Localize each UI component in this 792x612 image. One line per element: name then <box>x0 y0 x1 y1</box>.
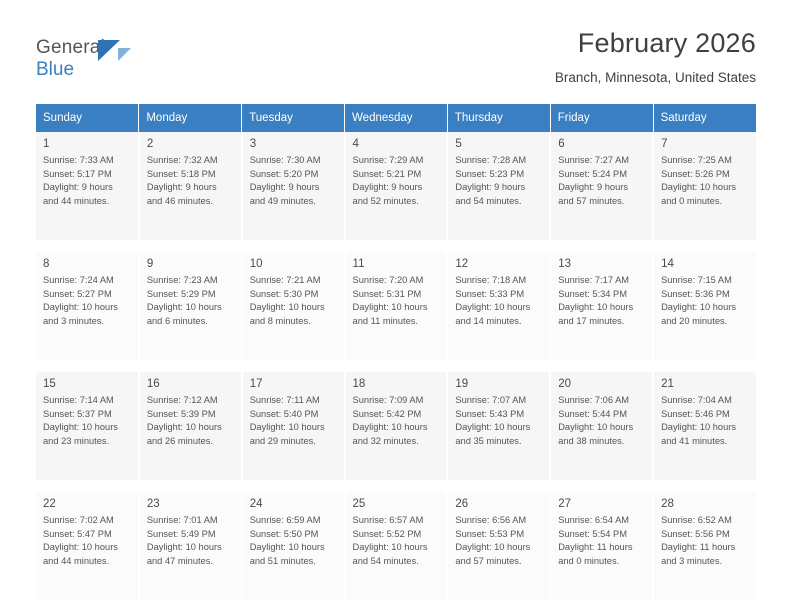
day-number: 15 <box>43 378 56 390</box>
sunrise-text: Sunrise: 7:06 AM <box>558 395 630 405</box>
sunset-text: Sunset: 5:21 PM <box>352 168 422 179</box>
daylight-text-line1: Daylight: 10 hours <box>661 422 736 432</box>
day-cell[interactable] <box>36 372 139 481</box>
day-cell[interactable] <box>447 492 550 601</box>
day-cell[interactable] <box>36 252 139 361</box>
sunrise-text: Sunrise: 6:54 AM <box>558 515 630 525</box>
day-number: 9 <box>146 258 154 270</box>
weekday-header-sunday: Sunday <box>36 104 139 132</box>
day-cell[interactable] <box>447 372 550 481</box>
logo-text-blue: Blue <box>36 59 75 80</box>
day-number: 21 <box>661 378 674 390</box>
sunrise-text: Sunrise: 7:12 AM <box>146 395 218 405</box>
sunset-text: Sunset: 5:36 PM <box>661 288 730 299</box>
sunset-text: Sunset: 5:29 PM <box>146 288 216 299</box>
day-info <box>654 274 756 328</box>
day-number: 25 <box>352 498 366 510</box>
day-number: 11 <box>352 258 365 270</box>
week-spacer <box>36 361 756 372</box>
daylight-text-line1: Daylight: 10 hours <box>146 302 222 312</box>
sunset-text: Sunset: 5:42 PM <box>352 408 422 419</box>
day-cell[interactable] <box>653 492 756 601</box>
day-cell[interactable] <box>242 132 345 241</box>
daylight-text-line2: and 52 minutes. <box>352 195 419 206</box>
day-info <box>448 514 549 568</box>
calendar-week-row <box>36 252 756 361</box>
sunset-text: Sunset: 5:26 PM <box>661 168 730 179</box>
day-info <box>140 154 241 208</box>
day-info <box>36 394 138 448</box>
sunrise-text: Sunrise: 7:15 AM <box>661 275 732 285</box>
weekday-header-tuesday: Tuesday <box>242 104 345 132</box>
day-cell[interactable] <box>36 492 139 601</box>
daylight-text-line2: and 3 minutes. <box>43 315 104 326</box>
day-cell[interactable] <box>447 252 550 361</box>
daylight-text-line1: Daylight: 11 hours <box>558 542 633 552</box>
day-number: 8 <box>43 258 50 270</box>
day-number: 7 <box>661 138 668 150</box>
day-number: 3 <box>249 138 257 150</box>
sunrise-text: Sunrise: 7:24 AM <box>43 275 114 285</box>
day-info <box>243 274 344 328</box>
sunset-text: Sunset: 5:53 PM <box>455 528 525 539</box>
logo-text-general: General <box>36 37 105 58</box>
day-number: 6 <box>558 138 565 150</box>
day-number: 13 <box>558 258 572 270</box>
daylight-text-line2: and 44 minutes. <box>43 195 110 206</box>
day-info <box>140 514 241 568</box>
sunrise-text: Sunrise: 7:04 AM <box>661 395 732 405</box>
sunset-text: Sunset: 5:30 PM <box>249 288 319 299</box>
daylight-text-line1: Daylight: 10 hours <box>352 542 428 552</box>
day-info <box>448 394 549 448</box>
daylight-text-line2: and 23 minutes. <box>43 435 110 446</box>
sunrise-text: Sunrise: 7:07 AM <box>455 395 527 405</box>
day-number: 26 <box>455 498 469 510</box>
daylight-text-line2: and 47 minutes. <box>146 555 213 566</box>
day-number: 18 <box>352 378 366 390</box>
calendar-week-row <box>36 492 756 601</box>
daylight-text-line2: and 29 minutes. <box>249 435 316 446</box>
sunrise-text: Sunrise: 7:02 AM <box>43 515 114 525</box>
day-cell[interactable] <box>345 372 448 481</box>
daylight-text-line2: and 20 minutes. <box>661 315 728 326</box>
daylight-text-line2: and 41 minutes. <box>661 435 728 446</box>
week-spacer <box>36 481 756 492</box>
daylight-text-line2: and 17 minutes. <box>558 315 625 326</box>
sunset-text: Sunset: 5:18 PM <box>146 168 216 179</box>
sunrise-text: Sunrise: 6:56 AM <box>455 515 527 525</box>
daylight-text-line2: and 32 minutes. <box>352 435 419 446</box>
location-subtitle: Branch, Minnesota, United States <box>554 70 756 85</box>
daylight-text-line1: Daylight: 10 hours <box>558 422 634 432</box>
sunset-text: Sunset: 5:17 PM <box>43 168 112 179</box>
sunrise-text: Sunrise: 7:30 AM <box>249 155 321 165</box>
sunrise-text: Sunrise: 7:21 AM <box>249 275 321 285</box>
sunrise-text: Sunrise: 7:14 AM <box>43 395 114 405</box>
daylight-text-line1: Daylight: 9 hours <box>455 182 526 192</box>
weekday-header-thursday: Thursday <box>447 104 550 132</box>
daylight-text-line1: Daylight: 10 hours <box>249 302 325 312</box>
sunrise-text: Sunrise: 7:01 AM <box>146 515 218 525</box>
weekday-header-wednesday: Wednesday <box>345 104 448 132</box>
day-number: 22 <box>43 498 56 510</box>
sunset-text: Sunset: 5:50 PM <box>249 528 319 539</box>
sunset-text: Sunset: 5:34 PM <box>558 288 627 299</box>
sunset-text: Sunset: 5:54 PM <box>558 528 627 539</box>
daylight-text-line2: and 38 minutes. <box>558 435 625 446</box>
weekday-header-friday: Friday <box>550 104 653 132</box>
day-number: 10 <box>249 258 263 270</box>
day-info <box>346 394 447 448</box>
daylight-text-line1: Daylight: 10 hours <box>43 542 118 552</box>
daylight-text-line1: Daylight: 10 hours <box>455 422 531 432</box>
week-spacer <box>36 241 756 252</box>
day-number: 20 <box>558 378 572 390</box>
daylight-text-line2: and 35 minutes. <box>455 435 522 446</box>
day-info <box>243 154 344 208</box>
day-cell[interactable] <box>139 372 242 481</box>
sunset-text: Sunset: 5:20 PM <box>249 168 319 179</box>
day-info <box>243 514 344 568</box>
daylight-text-line2: and 49 minutes. <box>249 195 316 206</box>
sunrise-text: Sunrise: 7:11 AM <box>249 395 320 405</box>
daylight-text-line2: and 26 minutes. <box>146 435 213 446</box>
day-info <box>448 154 549 208</box>
day-cell[interactable] <box>345 132 448 241</box>
day-cell[interactable] <box>139 492 242 601</box>
sunset-text: Sunset: 5:33 PM <box>455 288 525 299</box>
day-info <box>36 514 138 568</box>
sunrise-text: Sunrise: 6:52 AM <box>661 515 732 525</box>
daylight-text-line1: Daylight: 10 hours <box>146 422 222 432</box>
day-info <box>551 274 652 328</box>
day-cell[interactable] <box>550 132 653 241</box>
day-info <box>551 514 652 568</box>
sunrise-text: Sunrise: 7:28 AM <box>455 155 527 165</box>
day-info <box>36 274 138 328</box>
day-info <box>346 154 447 208</box>
day-info <box>140 274 241 328</box>
day-cell[interactable] <box>345 492 448 601</box>
daylight-text-line1: Daylight: 10 hours <box>455 302 531 312</box>
daylight-text-line2: and 57 minutes. <box>455 555 522 566</box>
daylight-text-line2: and 3 minutes. <box>661 555 723 566</box>
calendar-week-row <box>36 132 756 241</box>
sunset-text: Sunset: 5:27 PM <box>43 288 112 299</box>
day-cell[interactable] <box>242 372 345 481</box>
day-number: 14 <box>661 258 674 270</box>
day-info <box>551 394 652 448</box>
weekday-header-saturday: Saturday <box>653 104 756 132</box>
day-info <box>346 514 447 568</box>
daylight-text-line2: and 57 minutes. <box>558 195 625 206</box>
day-cell[interactable] <box>653 132 756 241</box>
daylight-text-line1: Daylight: 10 hours <box>352 422 428 432</box>
daylight-text-line2: and 6 minutes. <box>146 315 208 326</box>
daylight-text-line1: Daylight: 10 hours <box>146 542 222 552</box>
daylight-text-line1: Daylight: 9 hours <box>43 182 113 192</box>
day-number: 5 <box>455 138 462 150</box>
daylight-text-line1: Daylight: 11 hours <box>661 542 736 552</box>
sunrise-text: Sunrise: 7:33 AM <box>43 155 114 165</box>
sunset-text: Sunset: 5:44 PM <box>558 408 627 419</box>
sunrise-text: Sunrise: 7:20 AM <box>352 275 424 285</box>
day-cell[interactable] <box>345 252 448 361</box>
daylight-text-line1: Daylight: 10 hours <box>43 422 118 432</box>
sunset-text: Sunset: 5:31 PM <box>352 288 422 299</box>
daylight-text-line2: and 54 minutes. <box>455 195 522 206</box>
sunset-text: Sunset: 5:56 PM <box>661 528 730 539</box>
day-number: 2 <box>146 138 154 150</box>
daylight-text-line1: Daylight: 10 hours <box>249 422 325 432</box>
daylight-text-line1: Daylight: 10 hours <box>455 542 531 552</box>
daylight-text-line2: and 14 minutes. <box>455 315 522 326</box>
daylight-text-line2: and 54 minutes. <box>352 555 419 566</box>
daylight-text-line1: Daylight: 10 hours <box>43 302 118 312</box>
sunrise-text: Sunrise: 7:29 AM <box>352 155 424 165</box>
sunrise-text: Sunrise: 7:25 AM <box>661 155 732 165</box>
sunset-text: Sunset: 5:52 PM <box>352 528 422 539</box>
daylight-text-line1: Daylight: 9 hours <box>146 182 217 192</box>
page-title: February 2026 <box>577 28 756 58</box>
day-number: 19 <box>455 378 469 390</box>
day-info <box>551 154 652 208</box>
daylight-text-line1: Daylight: 10 hours <box>352 302 428 312</box>
daylight-text-line2: and 0 minutes. <box>558 555 620 566</box>
sunset-text: Sunset: 5:40 PM <box>249 408 319 419</box>
sunrise-text: Sunrise: 7:18 AM <box>455 275 527 285</box>
daylight-text-line2: and 46 minutes. <box>146 195 213 206</box>
sunset-text: Sunset: 5:49 PM <box>146 528 216 539</box>
daylight-text-line1: Daylight: 9 hours <box>249 182 320 192</box>
daylight-text-line1: Daylight: 10 hours <box>558 302 634 312</box>
day-cell[interactable] <box>139 252 242 361</box>
page-header <box>36 28 756 90</box>
daylight-text-line1: Daylight: 10 hours <box>249 542 325 552</box>
day-cell[interactable] <box>653 372 756 481</box>
sunrise-text: Sunrise: 6:57 AM <box>352 515 424 525</box>
day-number: 28 <box>661 498 674 510</box>
daylight-text-line1: Daylight: 9 hours <box>558 182 628 192</box>
daylight-text-line2: and 11 minutes. <box>352 315 418 326</box>
day-number: 17 <box>249 378 263 390</box>
weekday-header-monday: Monday <box>139 104 242 132</box>
day-cell[interactable] <box>653 252 756 361</box>
day-number: 24 <box>249 498 263 510</box>
sunrise-text: Sunrise: 7:17 AM <box>558 275 630 285</box>
day-cell[interactable] <box>550 372 653 481</box>
daylight-text-line2: and 0 minutes. <box>661 195 723 206</box>
day-info <box>448 274 549 328</box>
day-info <box>346 274 447 328</box>
day-cell[interactable] <box>447 132 550 241</box>
sunrise-text: Sunrise: 7:27 AM <box>558 155 630 165</box>
logo <box>36 38 166 84</box>
day-cell[interactable] <box>242 252 345 361</box>
day-info <box>140 394 241 448</box>
day-number: 12 <box>455 258 469 270</box>
sunset-text: Sunset: 5:46 PM <box>661 408 730 419</box>
day-cell[interactable] <box>36 132 139 241</box>
calendar-week-row <box>36 372 756 481</box>
daylight-text-line2: and 44 minutes. <box>43 555 110 566</box>
daylight-text-line2: and 8 minutes. <box>249 315 311 326</box>
daylight-text-line2: and 51 minutes. <box>249 555 316 566</box>
sunrise-text: Sunrise: 7:23 AM <box>146 275 218 285</box>
day-cell[interactable] <box>550 252 653 361</box>
sunset-text: Sunset: 5:24 PM <box>558 168 627 179</box>
day-number: 16 <box>146 378 160 390</box>
day-number: 23 <box>146 498 160 510</box>
sunset-text: Sunset: 5:39 PM <box>146 408 216 419</box>
sunrise-text: Sunrise: 6:59 AM <box>249 515 321 525</box>
sunrise-text: Sunrise: 7:09 AM <box>352 395 424 405</box>
day-info <box>654 154 756 208</box>
day-info <box>36 154 138 208</box>
daylight-text-line1: Daylight: 9 hours <box>352 182 423 192</box>
weekday-header-row <box>36 104 756 132</box>
day-info <box>654 394 756 448</box>
day-cell[interactable] <box>242 492 345 601</box>
sunset-text: Sunset: 5:43 PM <box>455 408 525 419</box>
triangle-logo-icon <box>98 40 132 62</box>
day-info <box>243 394 344 448</box>
day-cell[interactable] <box>139 132 242 241</box>
sunset-text: Sunset: 5:23 PM <box>455 168 525 179</box>
day-info <box>654 514 756 568</box>
day-number: 4 <box>352 138 359 150</box>
daylight-text-line1: Daylight: 10 hours <box>661 302 736 312</box>
sunset-text: Sunset: 5:47 PM <box>43 528 112 539</box>
calendar-table <box>36 104 756 602</box>
day-cell[interactable] <box>550 492 653 601</box>
day-number: 1 <box>43 138 50 150</box>
daylight-text-line1: Daylight: 10 hours <box>661 182 736 192</box>
sunrise-text: Sunrise: 7:32 AM <box>146 155 218 165</box>
sunset-text: Sunset: 5:37 PM <box>43 408 112 419</box>
day-number: 27 <box>558 498 572 510</box>
